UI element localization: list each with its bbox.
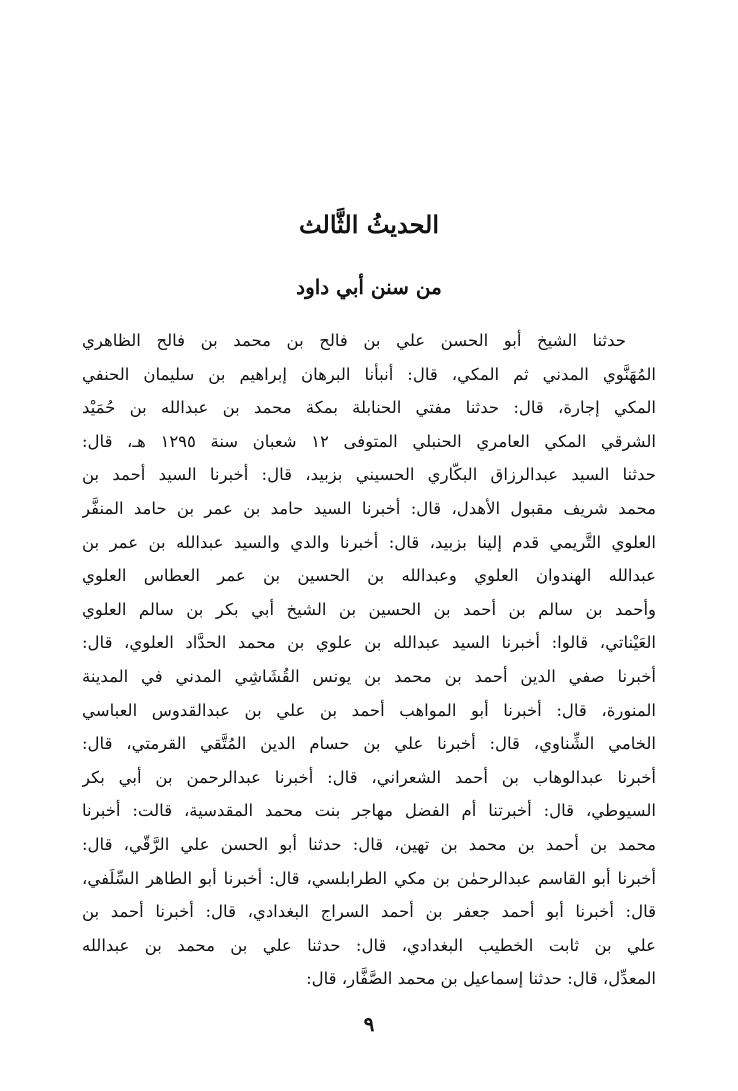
text-line: الشرقي المكي العامري الحنبلي المتوفى ١٢ شعبان سنة ١٢٩٥ هـ، قال:	[82, 431, 656, 451]
text-line: المنورة، قال: أخبرنا أبو المواهب أحمد بن علي بن عبدالقدوس العباسي	[82, 700, 656, 720]
text-line: قال: أخبرنا أبو أحمد جعفر بن أحمد السراج البغدادي، قال: أخبرنا أحمد بن	[82, 902, 656, 922]
text-line: أخبرنا صفي الدين أحمد بن محمد بن يونس القُشَاشِي المدني في المدينة	[82, 666, 656, 686]
hadith-source-subtitle: من سنن أبي داود	[296, 275, 442, 299]
text-line: الخامي الشِّناوي، قال: أخبرنا علي بن حسام الدين المُتَّقي القرمتي، قال:	[82, 734, 656, 754]
text-line: أخبرنا أبو القاسم عبدالرحمٰن بن مكي الطرابلسي، قال: أخبرنا أبو الطاهر السِّلَفي،	[82, 868, 656, 888]
text-line: السيوطي، قال: أخبرتنا أم الفضل مهاجر بنت محمد المقدسية، قالت: أخبرنا	[82, 801, 656, 821]
text-line: العَيْناتي، قالوا: أخبرنا السيد عبدالله بن علوي بن محمد الحدَّاد العلوي، قال:	[82, 633, 656, 653]
text-line: محمد بن أحمد بن محمد بن تهين، قال: حدثنا أبو الحسن علي الرَّقّي، قال:	[82, 834, 656, 854]
isnad-paragraph	[82, 324, 656, 996]
text-line: حدثنا الشيخ أبو الحسن علي بن فالح بن محمد بن فالح الظاهري	[82, 331, 626, 350]
text-line: علي بن ثابت الخطيب البغدادي، قال: حدثنا علي بن محمد بن عبدالله	[82, 935, 656, 955]
page-number: ٩	[363, 1012, 375, 1036]
text-line: العلوي التَّريمي قدم إلينا بزبيد، قال: أخبرنا والدي والسيد عبدالله بن عمر بن	[82, 532, 656, 552]
text-line: المُهَنَّوي المدني ثم المكي، قال: أنبأنا البرهان إبراهيم بن سليمان الحنفي	[82, 364, 656, 384]
text-line: المعدِّل، قال: حدثنا إسماعيل بن محمد الصَّفَّار، قال:	[306, 969, 656, 989]
text-line: عبدالله الهندوان العلوي وعبدالله بن الحسين بن عمر العطاس العلوي	[82, 566, 656, 586]
text-line: وأحمد بن سالم بن أحمد بن الحسين بن الشيخ أبي بكر بن سالم العلوي	[82, 599, 656, 619]
text-line: محمد شريف مقبول الأهدل، قال: أخبرنا السيد حامد بن عمر بن حامد المنفَّر	[82, 498, 656, 518]
text-line: أخبرنا عبدالوهاب بن أحمد الشعراني، قال: أخبرنا عبدالرحمن بن أبي بكر	[82, 767, 656, 787]
text-line: المكي إجارة، قال: حدثنا مفتي الحنابلة بمكة محمد بن عبدالله بن حُمَيْد	[82, 398, 656, 418]
hadith-title: الحديثُ الثَّالث	[298, 210, 440, 239]
text-line: حدثنا السيد عبدالرزاق البكّاري الحسيني بزبيد، قال: أخبرنا السيد أحمد بن	[82, 465, 656, 485]
